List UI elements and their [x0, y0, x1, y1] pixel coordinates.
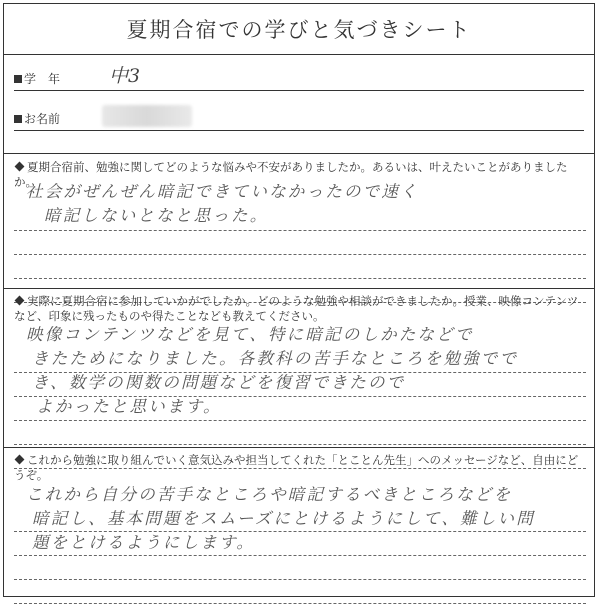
sheet-title: 夏期合宿での学びと気づきシート	[126, 17, 472, 42]
question-3	[14, 453, 586, 593]
answer-1-line-2: 暗記しないとなと思った。	[44, 206, 269, 225]
grade-label: 学 年	[14, 70, 60, 87]
answer-2-line-4: よかったと思います。	[36, 397, 222, 416]
diamond-bullet-icon	[15, 162, 25, 172]
answer-2-line-2: きたためになりました。各教科の苦手なところを勉強でで	[32, 349, 519, 368]
question-1-prompt: 夏期合宿前、勉強に関してどのような悩みや不安がありましたか。あるいは、叶えたいことがありましたか。	[14, 160, 568, 189]
question-3-prompt: これから勉強に取り組んでいく意気込みや担当してくれた「とことん先生」へのメッセージなど、自由にどうぞ。	[14, 453, 579, 482]
section-divider	[3, 153, 595, 154]
title-box	[3, 3, 595, 55]
grade-field	[14, 60, 584, 91]
answer-2-line-1: 映像コンテンツなどを見て、特に暗記のしかたなどで	[26, 325, 474, 344]
diamond-bullet-icon	[15, 296, 25, 306]
answer-3-line-3: 題をとけるようにします。	[32, 533, 256, 552]
section-divider	[3, 288, 595, 289]
question-1	[14, 160, 586, 282]
square-bullet-icon	[14, 75, 22, 83]
answer-2-line-3: き、数学の関数の問題などを復習できたので	[32, 373, 406, 392]
square-bullet-icon	[14, 115, 22, 123]
grade-value: 中3	[109, 65, 141, 87]
question-2	[14, 294, 586, 444]
answer-3-line-1: これから自分の苦手なところや暗記するべきところなどを	[26, 485, 513, 504]
answer-3-line-2: 暗記し、基本問題をスムーズにとけるようにして、難しい問	[32, 509, 535, 528]
question-2-prompt: 実際に夏期合宿に参加していかがでしたか。どのような勉強や相談ができましたか。授業、映像コンテンツなど、印象に残ったものや得たことなども教えてください。	[14, 294, 579, 323]
name-label: お名前	[14, 110, 60, 127]
name-field	[14, 100, 584, 131]
answer-1-line-1: 社会がぜんぜん暗記できていなかったので速く	[26, 182, 419, 201]
section-divider	[3, 447, 595, 448]
diamond-bullet-icon	[15, 455, 25, 465]
redacted-name	[102, 105, 192, 127]
